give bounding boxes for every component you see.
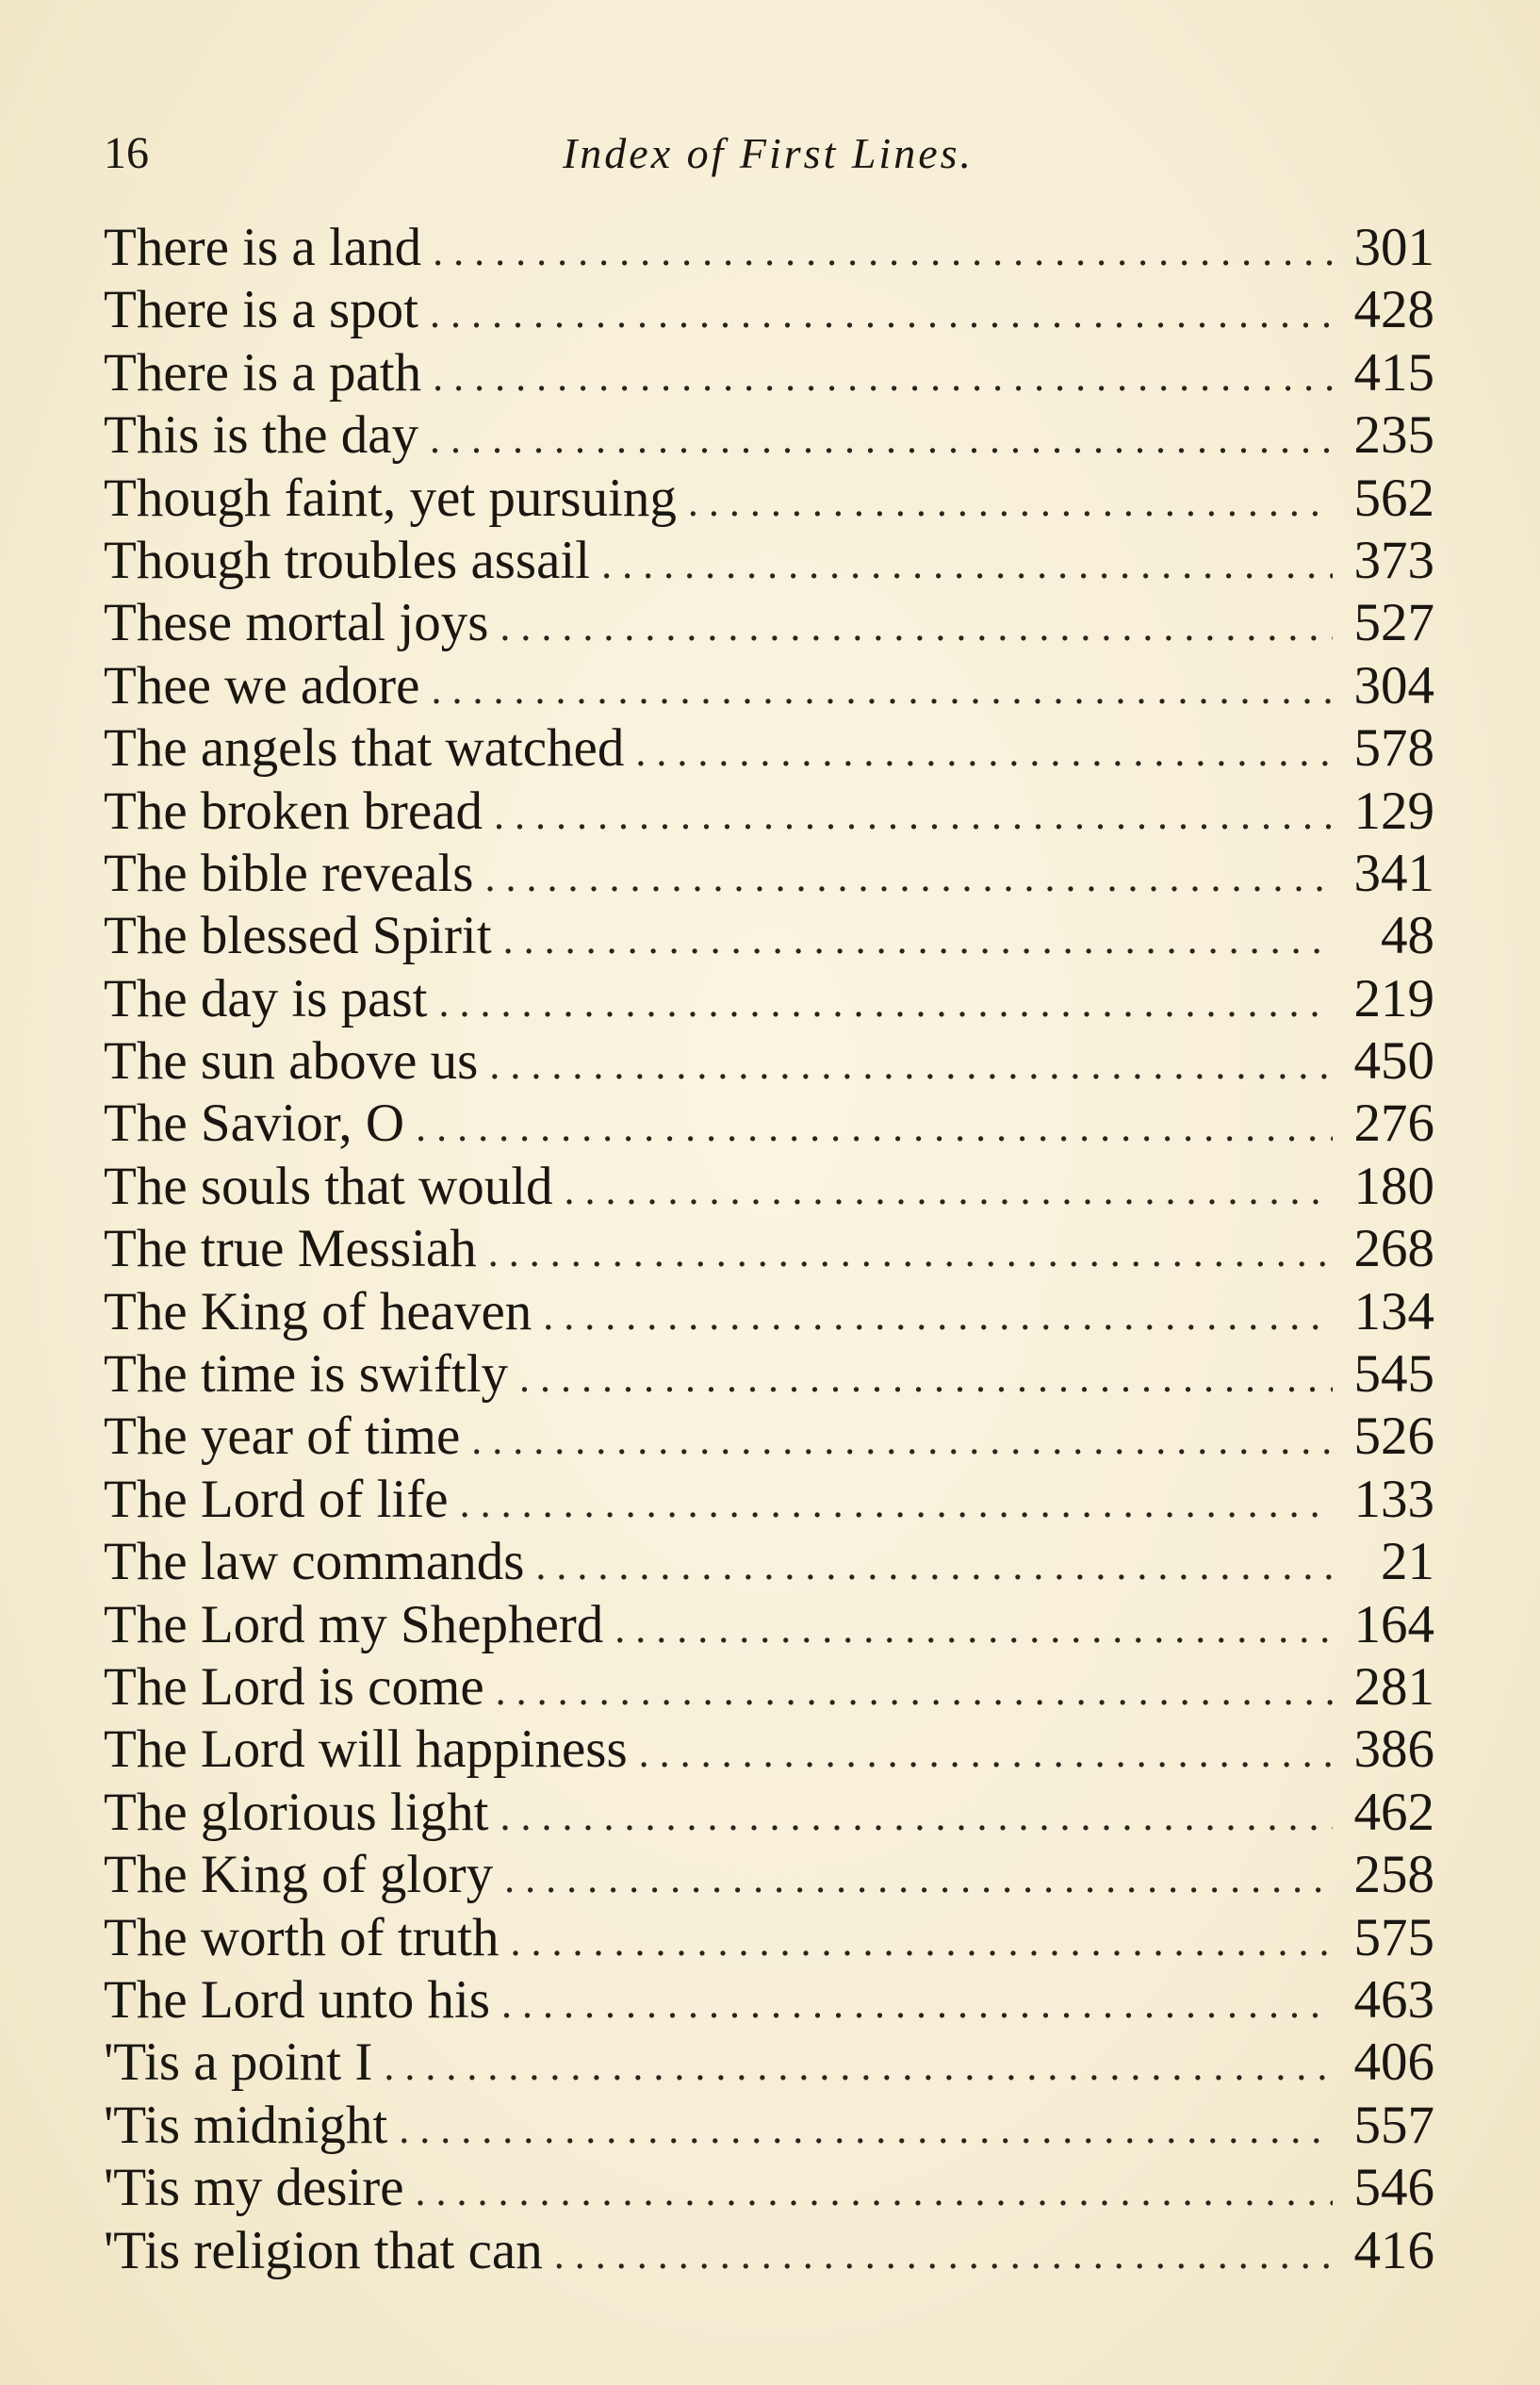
- hymn-page-number: 164: [1353, 1594, 1434, 1654]
- index-entry: [104, 1343, 1434, 1406]
- index-entry: [104, 468, 1434, 530]
- index-entry: [104, 1156, 1434, 1218]
- index-entry: [104, 1969, 1434, 2031]
- index-entry: [104, 404, 1434, 467]
- first-line-text: The King of heaven: [104, 1281, 532, 1341]
- dot-leader: [433, 221, 1333, 279]
- first-line-text: These mortal joys: [104, 593, 489, 653]
- dot-leader: [500, 596, 1333, 654]
- hymn-page-number: 406: [1353, 2032, 1434, 2093]
- dot-leader: [503, 909, 1333, 967]
- first-line-text: 'Tis a point I: [104, 2032, 373, 2093]
- hymn-page-number: 562: [1353, 468, 1434, 528]
- dot-leader: [384, 2035, 1333, 2094]
- hymn-page-number: 450: [1353, 1031, 1434, 1092]
- dot-leader: [614, 1598, 1333, 1656]
- first-line-text: The true Messiah: [104, 1219, 477, 1279]
- hymn-page-number: 415: [1353, 342, 1434, 403]
- index-entry: [104, 968, 1434, 1030]
- hymn-page-number: 235: [1353, 405, 1434, 466]
- index-entry: [104, 217, 1434, 279]
- index-entry: [104, 342, 1434, 404]
- hymn-page-number: 304: [1353, 655, 1434, 716]
- hymn-page-number: 276: [1353, 1094, 1434, 1154]
- first-line-text: The Lord of life: [104, 1469, 449, 1529]
- hymn-page-number: 526: [1353, 1406, 1434, 1467]
- index-entries-list: [104, 217, 1434, 2282]
- dot-leader: [688, 471, 1333, 530]
- dot-leader: [489, 1034, 1333, 1093]
- index-entry: [104, 1719, 1434, 1781]
- hymn-page-number: 386: [1353, 1719, 1434, 1780]
- first-line-text: The law commands: [104, 1532, 525, 1592]
- index-entry: [104, 843, 1434, 905]
- first-line-text: The souls that would: [104, 1156, 553, 1216]
- dot-leader: [635, 721, 1333, 780]
- page-number: 16: [104, 128, 149, 178]
- hymn-page-number: 578: [1353, 718, 1434, 779]
- first-line-text: The sun above us: [104, 1031, 479, 1092]
- hymn-page-number: 134: [1353, 1281, 1434, 1341]
- hymn-page-number: 258: [1353, 1845, 1434, 1905]
- index-entry: [104, 1469, 1434, 1531]
- index-entry: [104, 781, 1434, 843]
- hymn-page-number: 219: [1353, 968, 1434, 1028]
- dot-leader: [501, 1973, 1333, 2031]
- dot-leader: [430, 408, 1333, 467]
- hymn-page-number: 301: [1353, 218, 1434, 277]
- dot-leader: [510, 1911, 1333, 1969]
- hymn-page-number: 575: [1353, 1907, 1434, 1967]
- dot-leader: [460, 1472, 1333, 1531]
- dot-leader: [554, 2224, 1333, 2282]
- index-entry: [104, 1782, 1434, 1844]
- first-line-text: The angels that watched: [104, 718, 625, 779]
- hymn-page-number: 545: [1353, 1344, 1434, 1405]
- hymn-page-number: 48: [1381, 906, 1434, 966]
- first-line-text: The worth of truth: [104, 1907, 500, 1967]
- index-entry: [104, 2157, 1434, 2219]
- dot-leader: [399, 2098, 1333, 2157]
- hymn-page-number: 133: [1353, 1469, 1434, 1529]
- dot-leader: [500, 1785, 1333, 1844]
- first-line-text: This is the day: [104, 405, 419, 466]
- first-line-text: There is a land: [104, 218, 422, 277]
- index-entry: [104, 1844, 1434, 1906]
- dot-leader: [639, 1722, 1333, 1781]
- first-line-text: Thee we adore: [104, 655, 420, 716]
- dot-leader: [430, 283, 1333, 341]
- hymn-page-number: 268: [1353, 1219, 1434, 1279]
- index-entry: [104, 592, 1434, 654]
- first-line-text: The year of time: [104, 1406, 461, 1467]
- index-entry: [104, 1656, 1434, 1719]
- hymn-page-number: 341: [1353, 843, 1434, 903]
- index-entry: [104, 905, 1434, 967]
- hymn-page-number: 21: [1381, 1532, 1434, 1592]
- hymn-page-number: 281: [1353, 1656, 1434, 1717]
- hymn-page-number: 557: [1353, 2095, 1434, 2155]
- index-entry: [104, 2220, 1434, 2282]
- first-line-text: The day is past: [104, 968, 428, 1028]
- first-line-text: The Lord will happiness: [104, 1719, 628, 1780]
- dot-leader: [519, 1347, 1333, 1406]
- hymn-page-number: 463: [1353, 1969, 1434, 2030]
- first-line-text: 'Tis midnight: [104, 2095, 388, 2155]
- hymn-page-number: 527: [1353, 593, 1434, 653]
- first-line-text: The blessed Spirit: [104, 906, 492, 966]
- dot-leader: [416, 2161, 1333, 2219]
- dot-leader: [471, 1409, 1333, 1468]
- first-line-text: There is a spot: [104, 280, 418, 340]
- index-entry: [104, 1406, 1434, 1468]
- index-entry: [104, 1093, 1434, 1155]
- index-entry: [104, 1030, 1434, 1093]
- first-line-text: 'Tis my desire: [104, 2158, 404, 2218]
- index-entry: [104, 530, 1434, 592]
- first-line-text: There is a path: [104, 342, 422, 403]
- hymn-page-number: 546: [1353, 2158, 1434, 2218]
- dot-leader: [565, 1160, 1333, 1218]
- first-line-text: The Lord my Shepherd: [104, 1594, 604, 1654]
- dot-leader: [601, 534, 1333, 592]
- first-line-text: The Lord unto his: [104, 1969, 491, 2030]
- first-line-text: 'Tis religion that can: [104, 2220, 543, 2280]
- first-line-text: The time is swiftly: [104, 1344, 509, 1405]
- first-line-text: The King of glory: [104, 1845, 494, 1905]
- dot-leader: [433, 346, 1333, 404]
- hymn-page-number: 373: [1353, 530, 1434, 590]
- hymn-page-number: 428: [1353, 280, 1434, 340]
- index-entry: [104, 279, 1434, 341]
- hymn-page-number: 180: [1353, 1156, 1434, 1216]
- dot-leader: [439, 972, 1333, 1030]
- first-line-text: The Savior, O: [104, 1094, 405, 1154]
- first-line-text: The broken bread: [104, 781, 483, 841]
- running-title: Index of First Lines.: [562, 129, 975, 177]
- dot-leader: [488, 1222, 1333, 1280]
- dot-leader: [535, 1535, 1333, 1593]
- hymn-page-number: 462: [1353, 1782, 1434, 1842]
- index-entry: [104, 2031, 1434, 2094]
- first-line-text: The bible reveals: [104, 843, 474, 903]
- index-entry: [104, 1907, 1434, 1969]
- first-line-text: Though faint, yet pursuing: [104, 468, 677, 528]
- index-entry: [104, 2095, 1434, 2157]
- first-line-text: Though troubles assail: [104, 530, 591, 590]
- index-entry: [104, 1281, 1434, 1343]
- dot-leader: [504, 1848, 1333, 1906]
- dot-leader: [494, 784, 1333, 843]
- index-entry: [104, 655, 1434, 717]
- hymn-page-number: 416: [1353, 2220, 1434, 2280]
- index-entry: [104, 1218, 1434, 1280]
- first-line-text: The Lord is come: [104, 1656, 484, 1717]
- dot-leader: [416, 1096, 1333, 1155]
- first-line-text: The glorious light: [104, 1782, 489, 1842]
- page-header: [104, 121, 1433, 187]
- dot-leader: [496, 1660, 1333, 1719]
- index-entry: [104, 1594, 1434, 1656]
- dot-leader: [485, 847, 1334, 905]
- hymn-page-number: 129: [1353, 781, 1434, 841]
- index-entry: [104, 1531, 1434, 1593]
- index-entry: [104, 717, 1434, 780]
- dot-leader: [543, 1285, 1333, 1343]
- dot-leader: [431, 659, 1333, 717]
